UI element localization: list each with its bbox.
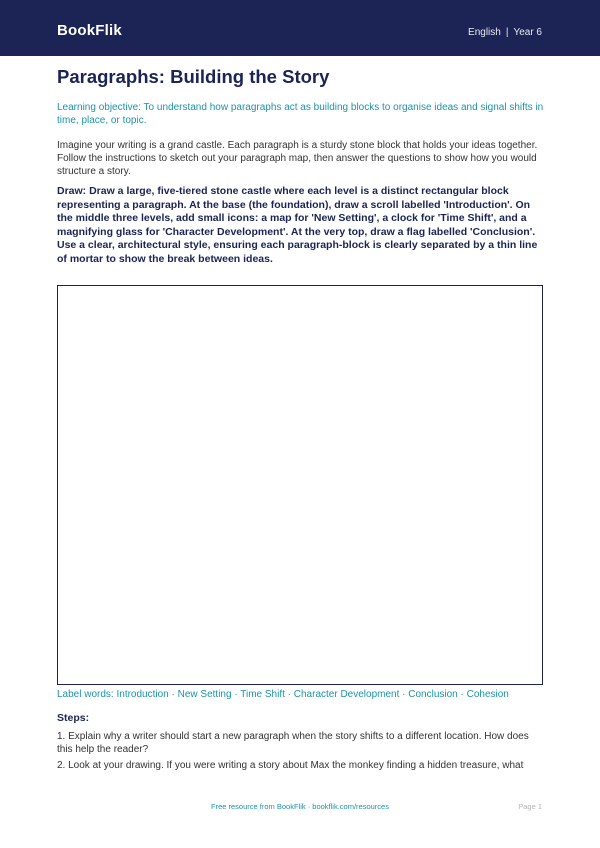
step-item: 2. Look at your drawing. If you were writing a story about Max the monkey finding a hidden treasure, what — [57, 760, 524, 771]
draw-instruction: Draw: Draw a large, five-tiered stone castle where each level is a distinct rectangular block representing a paragraph. At the base (the foundation), draw a scroll labelled 'Introduction'. On the middle three levels, add small icons: a map for 'New Setting', a clock for 'Time Shift', and a magnifying glass for 'Character Development'. At the very top, draw a flag labelled 'Conclusion'. Use a clear, architectural style, ensuring each paragraph-block is clearly separated by a thin line of mortar to show the break between ideas. — [57, 185, 538, 265]
brand-logo[interactable]: BookFlik — [57, 22, 122, 39]
intro-text: Imagine your writing is a grand castle. Each paragraph is a sturdy stone block that holds your ideas together. Follow the instructions to sketch out your paragraph map, then answer the questions to show how you would structure a story. — [57, 140, 538, 177]
header-bar — [0, 0, 600, 56]
steps-list — [57, 731, 547, 777]
year-label: Year 6 — [513, 27, 542, 38]
drawing-area[interactable] — [57, 285, 543, 685]
meta-separator: | — [505, 27, 509, 38]
learning-objective: Learning objective: To understand how paragraphs act as building blocks to organise ideas and signal shifts in time, place, or topic. — [57, 102, 544, 126]
footer-text[interactable]: Free resource from BookFlik · bookflik.com/resources — [211, 802, 389, 811]
page-number: Page 1 — [518, 802, 542, 811]
label-words: Label words: Introduction · New Setting · Time Shift · Character Development · Conclusion · Cohesion — [57, 689, 509, 700]
step-item: 1. Explain why a writer should start a new paragraph when the story shifts to a different location. How does this help the reader? — [57, 731, 529, 755]
subject-label: English — [468, 27, 501, 38]
page-title: Paragraphs: Building the Story — [57, 66, 330, 87]
subject-meta — [468, 27, 542, 38]
steps-heading: Steps: — [57, 712, 90, 724]
